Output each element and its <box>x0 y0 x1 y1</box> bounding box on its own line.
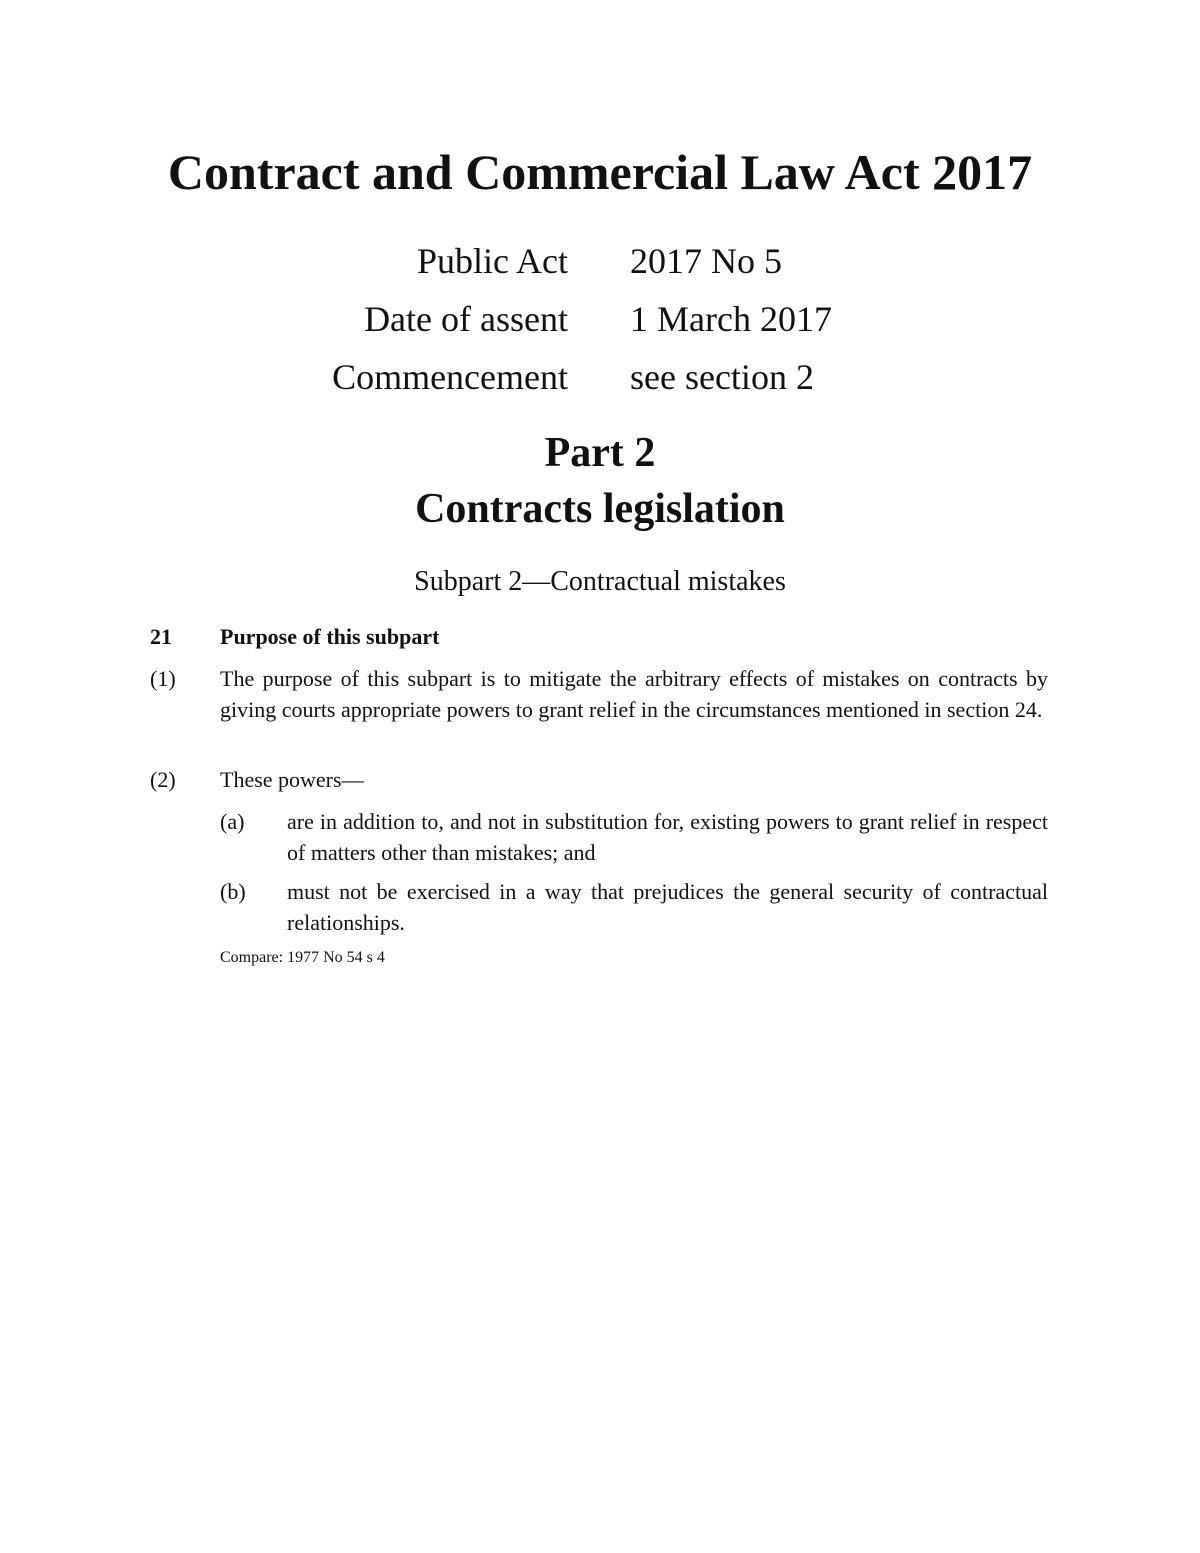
subsection-text: These powers— <box>220 767 364 792</box>
paragraph-b <box>220 876 1048 938</box>
meta-value: 1 March 2017 <box>630 299 832 339</box>
paragraph-number: (a) <box>220 809 245 834</box>
compare-note: Compare: 1977 No 54 s 4 <box>220 949 385 966</box>
act-title: Contract and Commercial Law Act 2017 <box>167 144 1033 200</box>
subsection-2 <box>150 764 1048 795</box>
subsection-number: (2) <box>150 767 176 792</box>
paragraph-number: (b) <box>220 879 246 904</box>
paragraph-text: are in addition to, and not in substitution for, existing powers to grant relief in respect of matters other than mistakes; and <box>287 809 1048 865</box>
part-heading <box>0 425 1200 537</box>
paragraph-a <box>220 806 1048 868</box>
meta-row-date-of-assent <box>0 290 1200 348</box>
part-title: Contracts legislation <box>415 486 785 532</box>
act-metadata <box>0 232 1200 406</box>
section-number: 21 <box>150 624 172 649</box>
paragraph-text: must not be exercised in a way that prejudices the general security of contractual relationships. <box>287 879 1048 935</box>
meta-value: see section 2 <box>630 357 814 397</box>
section-title: Purpose of this subpart <box>220 624 440 649</box>
part-number: Part 2 <box>544 430 656 476</box>
subsection-text: The purpose of this subpart is to mitigate the arbitrary effects of mistakes on contracts by giving courts appropriate powers to grant relief in the circumstances mentioned in section 24. <box>220 666 1048 722</box>
meta-row-public-act <box>0 232 1200 290</box>
meta-row-commencement <box>0 348 1200 406</box>
meta-label: Public Act <box>417 241 568 281</box>
meta-label: Date of assent <box>364 299 568 339</box>
subsection-1 <box>150 663 1048 725</box>
subsection-number: (1) <box>150 666 176 691</box>
meta-value: 2017 No 5 <box>630 241 782 281</box>
subpart-heading: Subpart 2—Contractual mistakes <box>414 566 786 597</box>
meta-label: Commencement <box>332 357 568 397</box>
